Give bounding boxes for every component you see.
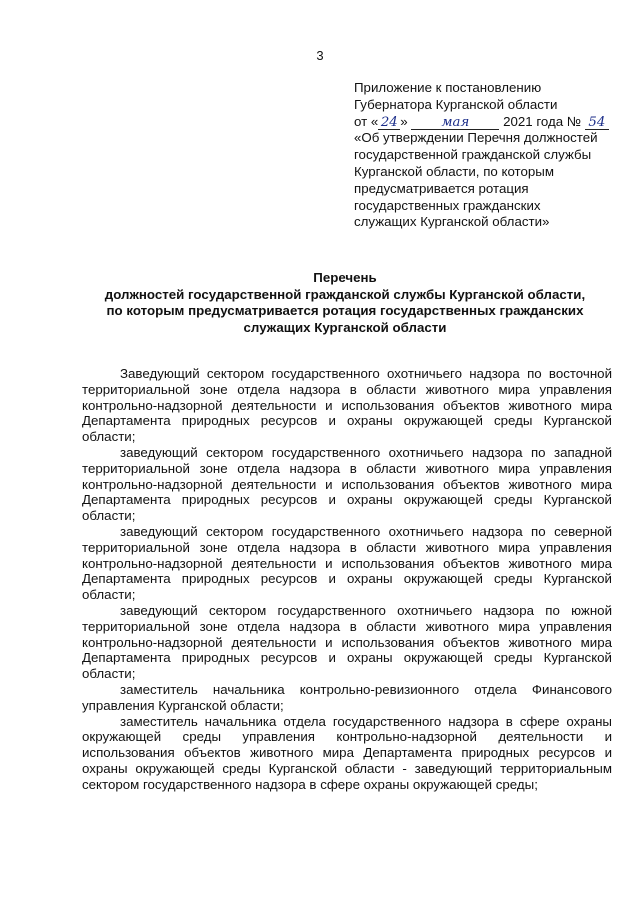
date-prefix: от « xyxy=(354,113,379,129)
page-number: 3 xyxy=(316,48,324,63)
position-item: заместитель начальника отдела государственного надзора в сфере охраны окружающей среды управления контрольно-надзорной деятельности и использования объектов животного мира Департамента природных ресурсов и охраны окружающей среды Курганской области - заведующий территориальным сектором государственного надзора в сфере охраны окружающей среды; xyxy=(82,713,612,792)
appendix-line: государственной гражданской службы xyxy=(354,147,592,163)
position-item: заведующий сектором государственного охотничьего надзора по северной территориальной зоне отдела надзора в области животного мира управления контрольно-надзорной деятельности и использования объектов животного мира Департамента природных ресурсов и охраны окружающей среды Курганской области; xyxy=(82,523,612,603)
position-list xyxy=(82,366,612,793)
date-mid: » xyxy=(400,113,412,129)
appendix-line: Губернатора Курганской области xyxy=(354,96,558,112)
title-line: Перечень xyxy=(313,270,377,285)
appendix-line: государственных гражданских xyxy=(354,197,541,213)
handwritten-doc-number: 54 xyxy=(585,116,609,130)
date-year: 2021 года № xyxy=(499,113,585,129)
appendix-date-line xyxy=(354,114,624,131)
appendix-header xyxy=(354,80,624,231)
document-title xyxy=(70,270,620,336)
position-item: заместитель начальника контрольно-ревизионного отдела Финансового управления Курганской области; xyxy=(82,681,612,713)
title-line: должностей государственной гражданской службы Курганской области, xyxy=(104,286,586,302)
position-item: Заведующий сектором государственного охотничьего надзора по восточной территориальной зоне отдела надзора в области животного мира управления контрольно-надзорной деятельности и использования объектов животного мира Департамента природных ресурсов и охраны окружающей среды Курганской области; xyxy=(82,366,612,445)
appendix-line: Приложение к постановлению xyxy=(354,80,542,95)
position-item: заведующий сектором государственного охотничьего надзора по западной территориальной зоне отдела надзора в области животного мира управления контрольно-надзорной деятельности и использования объектов животного мира Департамента природных ресурсов и охраны окружающей среды Курганской области; xyxy=(82,444,612,524)
handwritten-month: мая xyxy=(411,116,499,130)
appendix-line: предусматривается ротация xyxy=(354,180,529,196)
title-line: служащих Курганской области xyxy=(243,319,447,335)
handwritten-day: 24 xyxy=(378,116,400,130)
appendix-line: служащих Курганской области» xyxy=(354,214,550,230)
position-item: заведующий сектором государственного охотничьего надзора по южной территориальной зоне отдела надзора в области животного мира управления контрольно-надзорной деятельности и использования объектов животного мира Департамента природных ресурсов и охраны окружающей среды Курганской области; xyxy=(82,602,612,682)
appendix-line: «Об утверждении Перечня должностей xyxy=(354,130,598,146)
appendix-line: Курганской области, по которым xyxy=(354,163,554,179)
title-line: по которым предусматривается ротация государственных гражданских xyxy=(106,303,584,318)
